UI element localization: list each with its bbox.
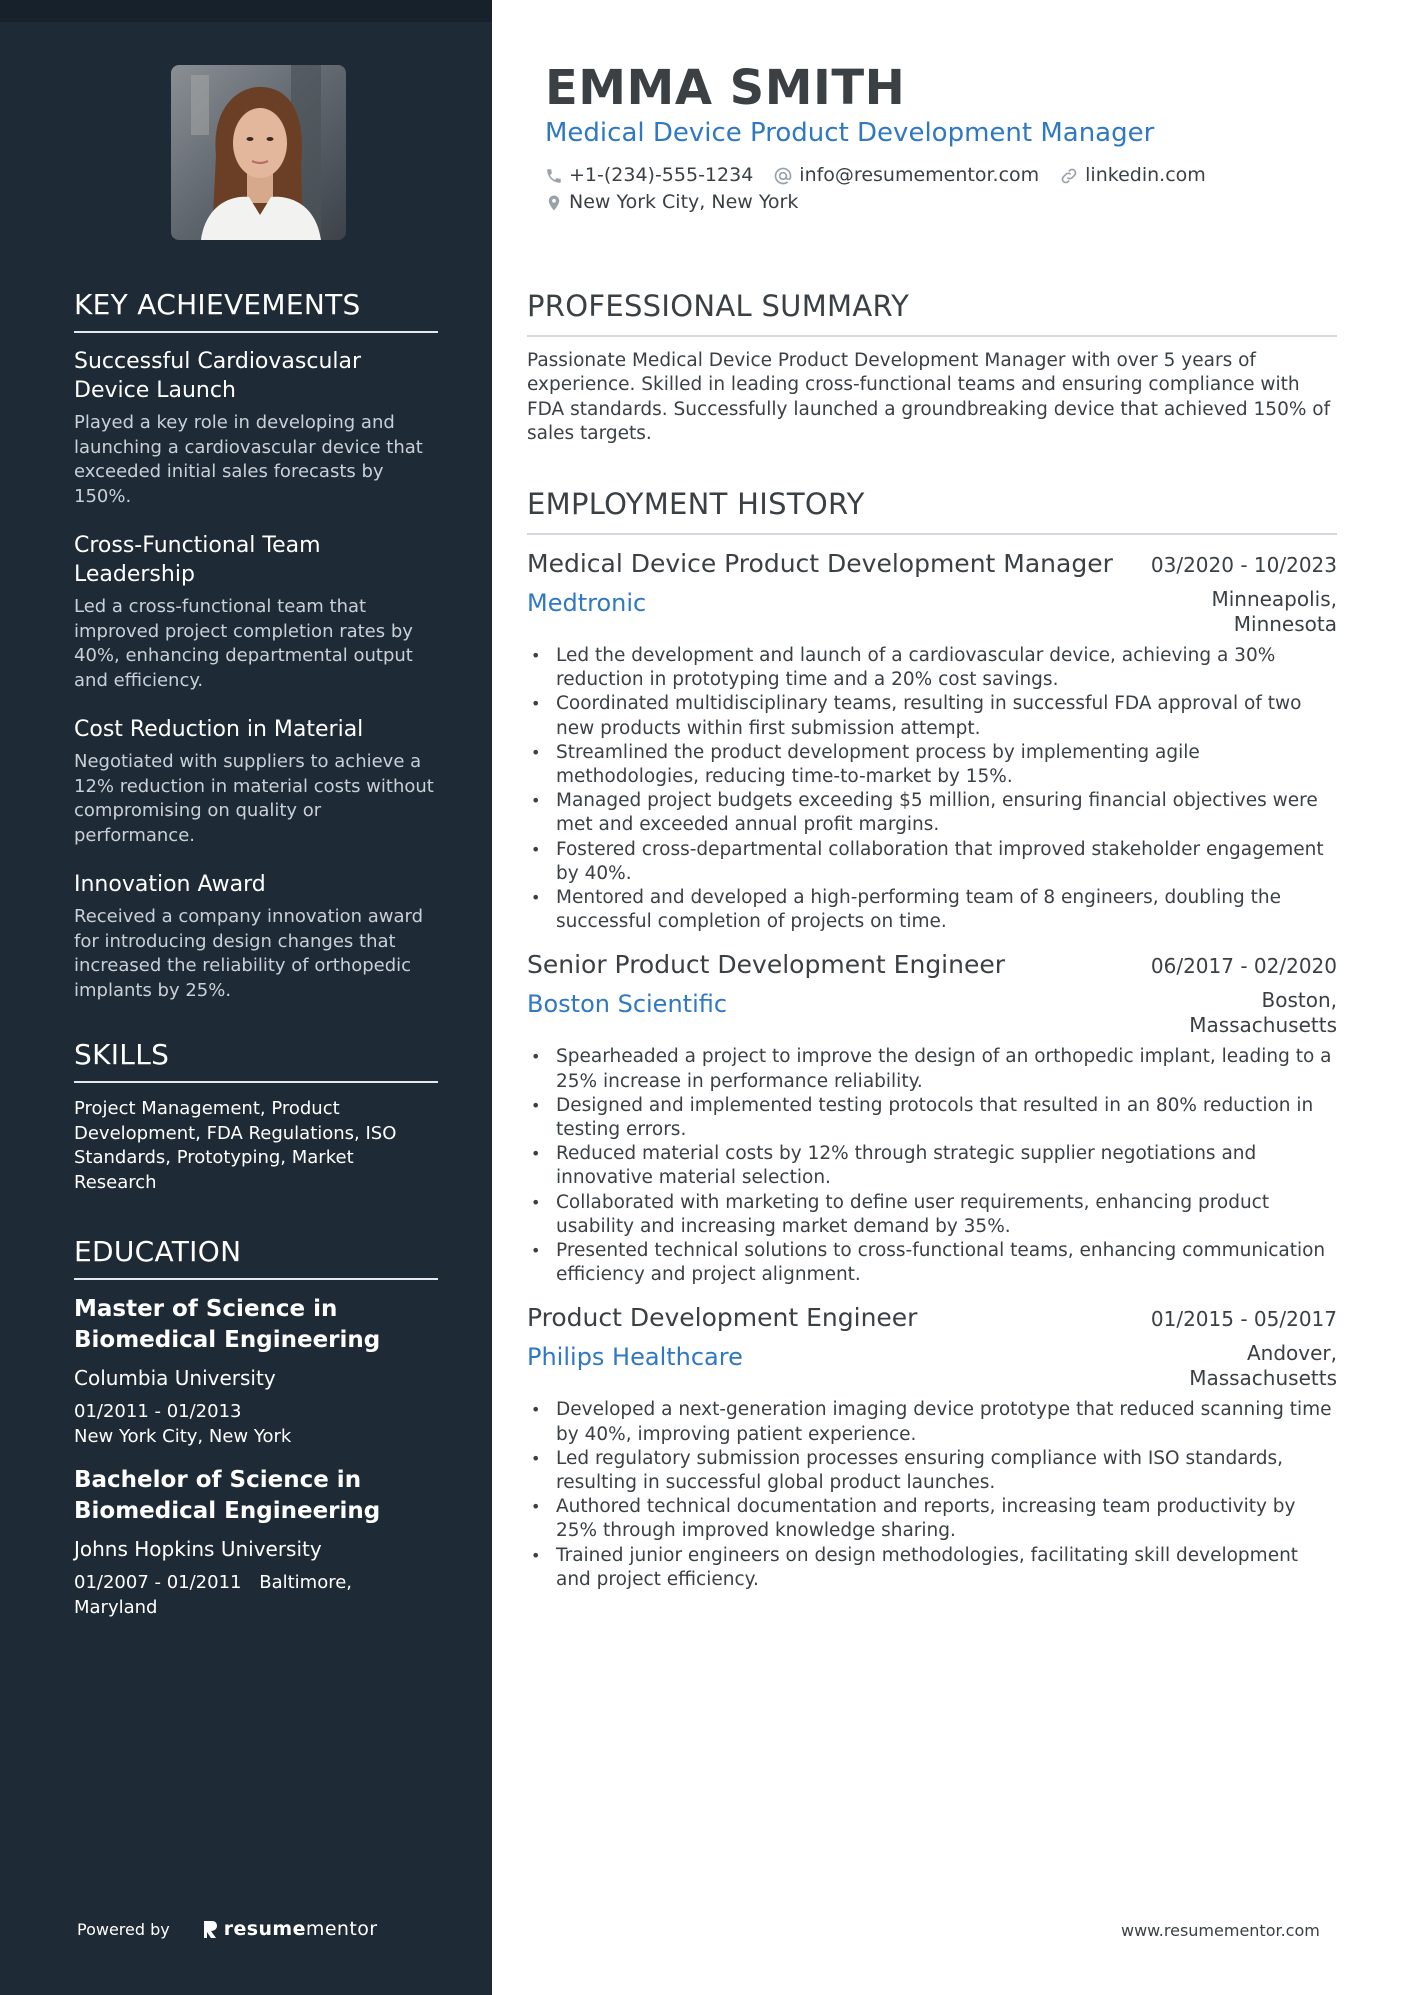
education-degree: Master of Science in Biomedical Engineering bbox=[74, 1296, 381, 1353]
resumementor-logo-text: resumementor bbox=[223, 1918, 378, 1940]
job-subheader bbox=[527, 988, 1337, 1038]
job-dates: 06/2017 - 02/2020 bbox=[1150, 954, 1337, 979]
education-location: New York City, New York bbox=[74, 1425, 292, 1447]
employment-history-section bbox=[527, 487, 1337, 1606]
job-title: Senior Product Development Engineer bbox=[527, 950, 1006, 980]
phone-text: +1-(234)-555-1234 bbox=[569, 164, 754, 186]
contact-linkedin[interactable] bbox=[1059, 162, 1206, 189]
candidate-name: EMMA SMITH bbox=[545, 60, 906, 116]
linkedin-text: linkedin.com bbox=[1085, 164, 1206, 186]
job-header bbox=[527, 1301, 1337, 1335]
footer-website-link[interactable]: www.resumementor.com bbox=[1121, 1921, 1320, 1940]
job-bullet: • Trained junior engineers on design methodologies, facilitating skill development and project efficiency. bbox=[527, 1544, 1337, 1592]
job-bullet: • Spearheaded a project to improve the design of an orthopedic implant, leading to a 25% increase in performance reliability. bbox=[527, 1045, 1337, 1093]
achievement-title: Cross-Functional Team Leadership bbox=[74, 533, 321, 587]
achievement-desc: Negotiated with suppliers to achieve a 12% reduction in material costs without compromising on quality or performance. bbox=[74, 751, 434, 846]
job-subheader bbox=[527, 587, 1337, 637]
job-bullets bbox=[527, 644, 1337, 934]
link-icon bbox=[1059, 166, 1079, 186]
job-location: Andover, Massachusetts bbox=[1189, 1341, 1337, 1391]
resumementor-logo-icon bbox=[202, 1919, 218, 1939]
powered-by-label: Powered by bbox=[77, 1919, 170, 1939]
education-section bbox=[74, 1235, 438, 1636]
job-bullet: • Led the development and launch of a cardiovascular device, achieving a 30% reduction in prototyping time and a 20% cost savings. bbox=[527, 644, 1337, 692]
contact-row bbox=[545, 162, 1345, 189]
email-text: info@resumementor.com bbox=[799, 164, 1040, 186]
achievement-title: Innovation Award bbox=[74, 872, 266, 897]
skills-heading: SKILLS bbox=[74, 1038, 438, 1083]
achievement-desc: Led a cross-functional team that improved project completion rates by 40%, enhancing departmental output and efficiency. bbox=[74, 596, 413, 691]
candidate-title: Medical Device Product Development Manager bbox=[545, 118, 1155, 148]
education-dates: 01/2011 - 01/2013 bbox=[74, 1401, 242, 1422]
job-header bbox=[527, 948, 1337, 982]
job-dates: 03/2020 - 10/2023 bbox=[1150, 553, 1337, 577]
job-bullet: • Developed a next-generation imaging device prototype that reduced scanning time by 40%, improving patient experience. bbox=[527, 1398, 1337, 1446]
employment-history-heading: EMPLOYMENT HISTORY bbox=[527, 487, 1337, 535]
professional-summary-text: Passionate Medical Device Product Development Manager with over 5 years of experience. Skilled in leading cross-functional teams and ensuring compliance with FDA standards. Successfully launched a groundbreaking device that achieved 150% of sales targets. bbox=[527, 350, 1331, 444]
job-location: Boston, Massachusetts bbox=[1189, 988, 1337, 1038]
job-bullet: • Presented technical solutions to cross-functional teams, enhancing communication efficiency and project alignment. bbox=[527, 1239, 1337, 1287]
job-location: Minneapolis, Minnesota bbox=[1211, 587, 1337, 636]
resume-header bbox=[545, 60, 1345, 216]
job-entry bbox=[527, 948, 1337, 1287]
professional-summary-heading: PROFESSIONAL SUMMARY bbox=[527, 289, 1337, 337]
job-company: Philips Healthcare bbox=[527, 1343, 743, 1372]
job-dates: 01/2015 - 05/2017 bbox=[1150, 1307, 1337, 1332]
profile-photo bbox=[171, 65, 346, 240]
job-bullet: • Streamlined the product development process by implementing agile methodologies, reducing time-to-market by 15%. bbox=[527, 741, 1337, 789]
job-bullet: • Reduced material costs by 12% through strategic supplier negotiations and innovative material selection. bbox=[527, 1142, 1337, 1190]
job-subheader bbox=[527, 1341, 1337, 1391]
contact-location bbox=[545, 189, 798, 216]
education-heading: EDUCATION bbox=[74, 1235, 438, 1280]
skills-section bbox=[74, 1038, 438, 1195]
job-entry bbox=[527, 1301, 1337, 1592]
job-company: Medtronic bbox=[527, 589, 647, 617]
key-achievements-section bbox=[74, 288, 438, 1025]
education-meta bbox=[74, 1571, 438, 1620]
skills-list: Project Management, Product Development, FDA Regulations, ISO Standards, Prototyping, Market Research bbox=[74, 1098, 397, 1193]
job-entry bbox=[527, 547, 1337, 934]
achievement-item bbox=[74, 531, 438, 693]
job-bullet: • Authored technical documentation and reports, increasing team productivity by 25% through improved knowledge sharing. bbox=[527, 1495, 1337, 1543]
achievement-item bbox=[74, 715, 438, 848]
job-bullets bbox=[527, 1398, 1337, 1592]
job-title: Product Development Engineer bbox=[527, 1303, 918, 1333]
job-header bbox=[527, 547, 1337, 581]
achievement-title: Successful Cardiovascular Device Launch bbox=[74, 349, 362, 403]
contact-phone[interactable] bbox=[545, 162, 753, 189]
job-bullet: • Designed and implemented testing protocols that resulted in an 80% reduction in testing errors. bbox=[527, 1094, 1337, 1142]
job-bullet: • Fostered cross-departmental collaboration that improved stakeholder engagement by 40%. bbox=[527, 838, 1337, 886]
profile-photo-image bbox=[171, 65, 346, 240]
education-school: Johns Hopkins University bbox=[74, 1537, 322, 1561]
achievement-desc: Played a key role in developing and launching a cardiovascular device that exceeded initial sales forecasts by 150%. bbox=[74, 412, 423, 507]
phone-icon bbox=[545, 167, 563, 185]
education-school: Columbia University bbox=[74, 1366, 276, 1390]
achievement-desc: Received a company innovation award for introducing design changes that increased the reliability of orthopedic implants by 25%. bbox=[74, 906, 424, 1001]
professional-summary-section bbox=[527, 289, 1337, 446]
education-meta bbox=[74, 1400, 438, 1449]
sidebar bbox=[0, 0, 492, 1995]
education-location: Baltimore, Maryland bbox=[74, 1572, 353, 1618]
job-bullet: • Mentored and developed a high-performing team of 8 engineers, doubling the successful completion of projects on time. bbox=[527, 886, 1337, 934]
education-degree: Bachelor of Science in Biomedical Engineering bbox=[74, 1467, 381, 1524]
job-bullet: • Coordinated multidisciplinary teams, resulting in successful FDA approval of two new products within first submission attempt. bbox=[527, 692, 1337, 740]
at-icon bbox=[773, 166, 793, 186]
achievement-item bbox=[74, 347, 438, 509]
powered-by bbox=[77, 1918, 377, 1940]
location-pin-icon bbox=[545, 193, 563, 213]
contact-email[interactable] bbox=[773, 162, 1039, 189]
job-bullet: • Led regulatory submission processes ensuring compliance with ISO standards, resulting in successful global product launches. bbox=[527, 1447, 1337, 1495]
location-text: New York City, New York bbox=[569, 191, 799, 213]
sidebar-top-band bbox=[0, 0, 492, 22]
education-item bbox=[74, 1294, 438, 1449]
achievement-item bbox=[74, 870, 438, 1003]
job-bullets bbox=[527, 1045, 1337, 1287]
key-achievements-heading: KEY ACHIEVEMENTS bbox=[74, 288, 438, 333]
education-dates: 01/2007 - 01/2011 bbox=[74, 1572, 242, 1593]
achievement-title: Cost Reduction in Material bbox=[74, 717, 364, 742]
job-title: Medical Device Product Development Manager bbox=[527, 549, 1113, 578]
job-company: Boston Scientific bbox=[527, 990, 728, 1019]
job-bullet: • Collaborated with marketing to define user requirements, enhancing product usability and increasing market demand by 35%. bbox=[527, 1191, 1337, 1239]
contact-row bbox=[545, 189, 1345, 216]
resumementor-logo[interactable] bbox=[202, 1918, 378, 1940]
education-item bbox=[74, 1465, 438, 1620]
job-bullet: • Managed project budgets exceeding $5 million, ensuring financial objectives were met and exceeded annual profit margins. bbox=[527, 789, 1337, 837]
